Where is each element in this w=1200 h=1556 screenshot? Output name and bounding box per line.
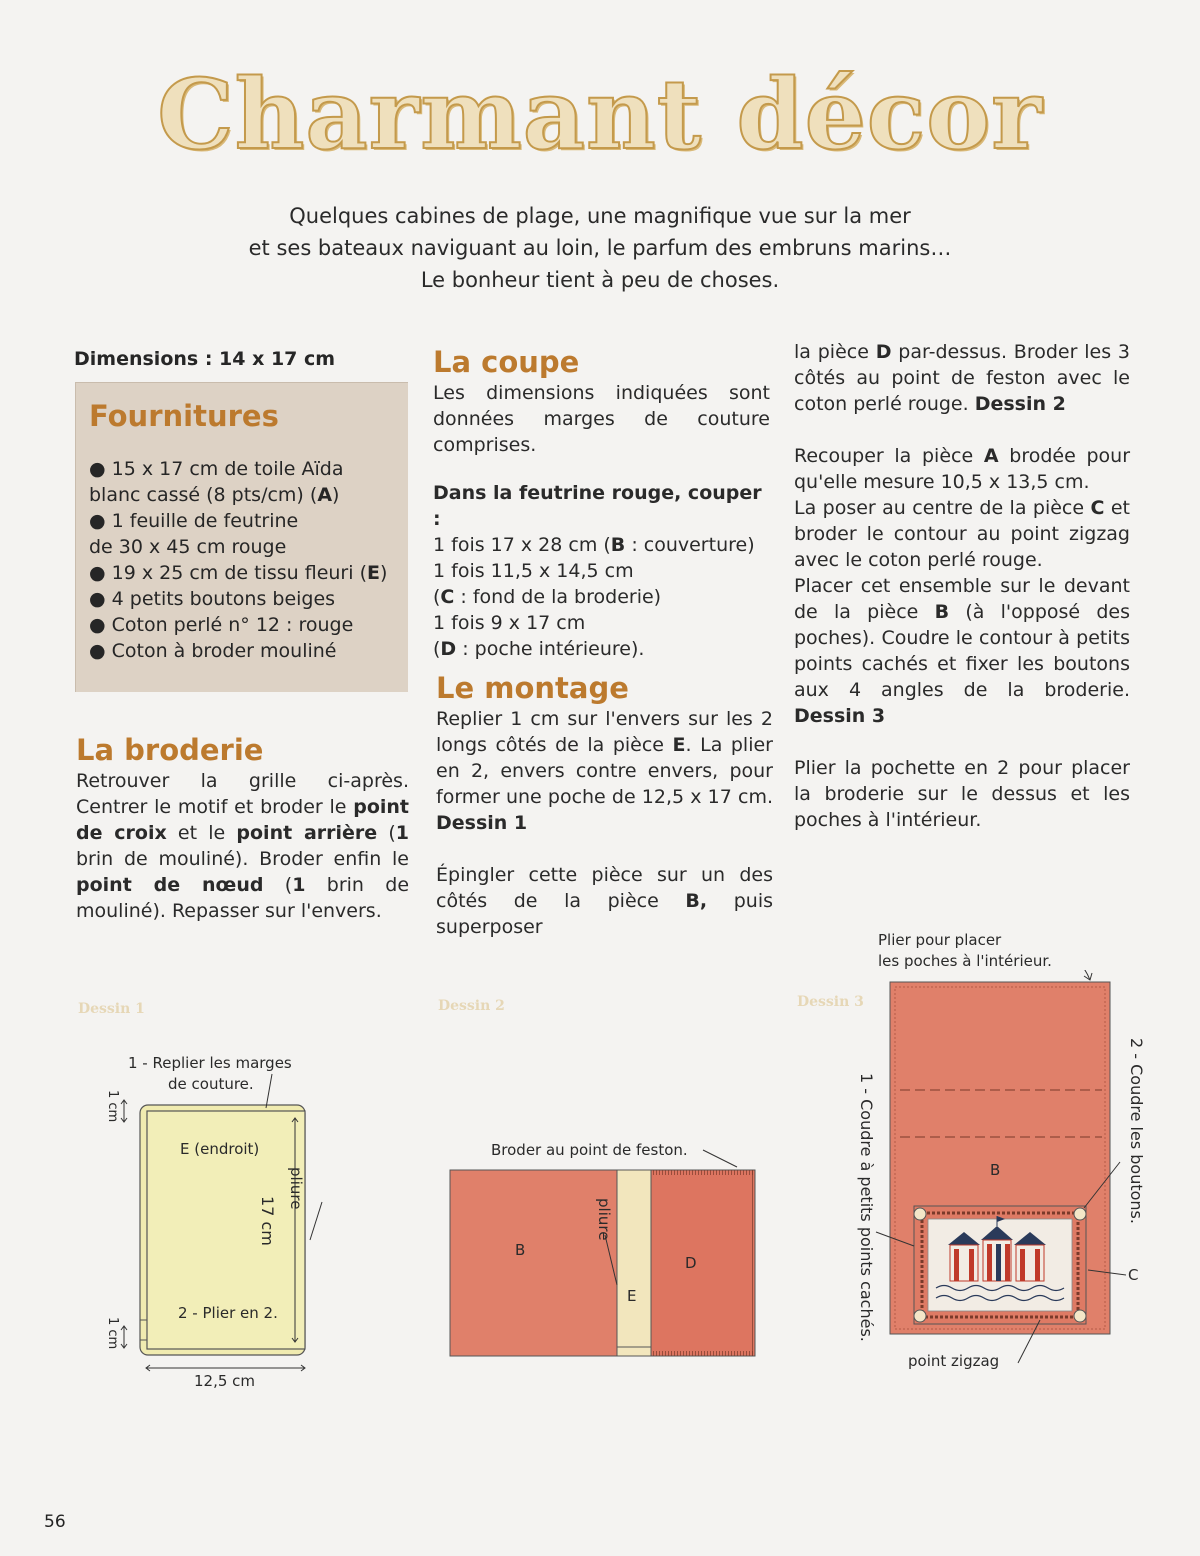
coupe-section [433,344,770,662]
coupe-line: (C : fond de la broderie) [433,586,662,608]
dessin-1-label: Dessin 1 [78,1001,145,1017]
col3-text-3: La poser au centre de la pièce C et broder le contour au point zigzag avec le coton perlé rouge. [794,497,1130,571]
coupe-line: 1 fois 17 x 28 cm (B : couverture) [433,534,755,556]
fabric-e [617,1170,651,1356]
intro-line-1: Quelques cabines de plage, une magnifique vue sur la mer [289,204,911,228]
fournitures-heading: Fournitures [89,399,279,433]
list-item: ● 15 x 17 cm de toile Aïda [89,458,344,480]
button-icon [1074,1310,1086,1322]
montage-text-1: Replier 1 cm sur l'envers sur les 2 longs côtés de la pièce E. La plier en 2, envers contre envers, pour former une poche de 12,5 x 17 cm. Dessin 1 [436,708,773,834]
coupe-subheading: Dans la feutrine rouge, couper : [433,482,762,530]
dessin-3-zigzag: point zigzag [908,1352,1000,1370]
list-item: ● Coton perlé n° 12 : rouge [89,614,354,636]
dessin-1-plier: 2 - Plier en 2. [178,1304,278,1322]
list-item: ● 1 feuille de feutrine [89,510,299,532]
dessin-3-note-1: Plier pour placer [878,931,1002,949]
dessin-3-c: C [1128,1266,1139,1284]
dessin-3 [850,970,1150,1380]
broderie-text: Retrouver la grille ci-après. Centrer le motif et broder le point de croix et le point arrière (1 brin de mouliné). Broder enfin le point de nœud (1 brin de mouliné). Repasser sur l'envers. [76,770,410,922]
dessin-2 [445,1135,765,1365]
coupe-line: (D : poche intérieure). [433,638,645,660]
button-icon [914,1208,926,1220]
dessin-2-b: B [515,1241,526,1259]
list-item: ● 4 petits boutons beiges [89,588,336,610]
dessin-2-d: D [685,1254,697,1272]
leader-line [266,1074,272,1108]
col3-text-5: Plier la pochette en 2 pour placer la broderie sur le dessus et les poches à l'intérieur. [794,757,1130,831]
montage-section [436,670,773,940]
dessin-1-note-1: 1 - Replier les marges [128,1054,292,1072]
dessin-3-note-2: les poches à l'intérieur. [878,952,1052,970]
dessin-1-drawing [100,1050,340,1395]
dessin-1-cm-bottom: 1 cm [105,1317,120,1350]
coupe-line: 1 fois 9 x 17 cm [433,612,586,634]
montage-text-2: Épingler cette pièce sur un des côtés de la pièce B, puis superposer [436,864,774,938]
dessin-2-label: Dessin 2 [438,998,505,1014]
dessin-1-cm-top: 1 cm [105,1090,120,1123]
page-title: Charmant décor [157,58,1043,171]
dessin-1-endroit: E (endroit) [180,1140,260,1158]
montage-continued [794,339,1130,833]
list-item: ● Coton à broder mouliné [89,640,337,662]
dessin-2-note: Broder au point de feston. [491,1141,688,1159]
col3-text-1: la pièce D par-dessus. Broder les 3 côtés au point de feston avec le coton perlé rouge. Dessin 2 [794,341,1130,415]
dessin-3-b: B [990,1161,1001,1179]
broderie-heading: La broderie [76,733,264,767]
list-item: ● 19 x 25 cm de tissu fleuri (E) [89,562,388,584]
fournitures-box [75,382,408,692]
dessin-2-e: E [627,1287,637,1305]
dessin-1-width: 12,5 cm [194,1372,256,1390]
dessin-1-note-2: de couture. [168,1075,254,1093]
dessin-1-pliure: pliure [287,1167,305,1210]
felt-d [651,1170,755,1356]
list-item-cont: de 30 x 45 cm rouge [89,536,287,558]
fournitures-list [89,456,387,664]
intro-line-2: et ses bateaux naviguant au loin, le parfum des embruns marins… [248,236,952,260]
dessin-3-label: Dessin 3 [797,994,864,1010]
dessin-2-pliure: pliure [595,1198,613,1241]
coupe-heading: La coupe [433,345,580,379]
intro-text [150,200,1050,296]
dessin-1-height: 17 cm [258,1196,277,1246]
broderie-section [76,732,409,924]
dessin-3-side-2: 2 - Coudre les boutons. [1127,1038,1146,1224]
coupe-text: Les dimensions indiquées sont données marges de couture comprises. [433,382,770,456]
dessin-3-side-1: 1 - Coudre à petits points cachés. [857,1073,876,1342]
col3-text-4: Placer cet ensemble sur le devant de la pièce B (à l'opposé des poches). Coudre le contour à petits points cachés et fixer les boutons aux 4 angles de la broderie. Dessin 3 [794,575,1130,727]
list-item-cont: blanc cassé (8 pts/cm) (A) [89,484,340,506]
dimensions: Dimensions : 14 x 17 cm [74,348,336,370]
button-icon [914,1310,926,1322]
col3-text-2: Recouper la pièce A brodée pour qu'elle mesure 10,5 x 13,5 cm. [794,445,1131,493]
button-icon [1074,1208,1086,1220]
dessin-1 [100,1050,340,1395]
coupe-line: 1 fois 11,5 x 14,5 cm [433,560,634,582]
montage-heading: Le montage [436,671,629,705]
dessin-2-drawing [445,1135,765,1365]
page-number: 56 [44,1512,66,1532]
intro-line-3: Le bonheur tient à peu de choses. [420,268,780,292]
